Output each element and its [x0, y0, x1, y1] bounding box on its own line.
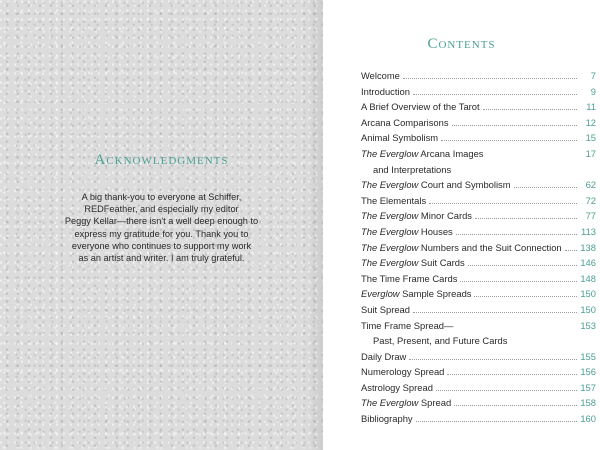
dot-leader [413, 84, 577, 95]
toc-entry [361, 286, 596, 302]
toc-page-number: 77 [585, 210, 596, 222]
dot-leader [475, 208, 577, 219]
toc-page-number: 9 [590, 85, 596, 97]
toc-entry [361, 411, 596, 427]
ack-line: Peggy Kellar—there isn't a well deep enough to [64, 216, 259, 227]
toc-page-number: 72 [585, 194, 596, 206]
ack-line: REDFeather, and especially my editor [84, 204, 239, 215]
toc-entry [361, 395, 596, 411]
toc-entry [361, 84, 596, 100]
toc-entry-title [361, 208, 472, 224]
toc-entry [361, 193, 596, 209]
dot-leader [409, 349, 577, 360]
toc-page-number: 15 [585, 132, 596, 144]
dot-leader [474, 286, 577, 297]
toc-entry-prefix: The Everglow [361, 147, 419, 159]
toc-entry-title-text: Arcana Images [418, 147, 484, 159]
toc-entry-title-text: Animal Symbolism [361, 132, 439, 144]
toc-entry-title-text: Bibliography [361, 413, 413, 425]
contents-heading: Contents [427, 36, 496, 52]
toc-entry-prefix: The Everglow [361, 179, 419, 191]
toc-entry-title [361, 349, 406, 365]
toc-entry-title [361, 302, 410, 318]
toc-entry-title [361, 115, 449, 131]
toc-entry-title-text: Court and Symbolism [418, 179, 511, 191]
toc-entry-title [361, 84, 410, 100]
toc-entry-prefix: Everglow [361, 288, 400, 300]
toc-entry [361, 380, 596, 396]
toc-entry-title-text: Sample Spreads [399, 288, 472, 300]
table-of-contents [361, 68, 596, 427]
dot-leader [413, 302, 577, 313]
toc-entry-title [361, 193, 426, 209]
toc-page-number: 148 [580, 272, 596, 284]
toc-entry [361, 146, 596, 177]
toc-entry [361, 364, 596, 380]
toc-entry-continuation: and Interpretations [373, 163, 452, 175]
ack-line: express my gratitude for you. Thank you to [74, 228, 249, 239]
toc-entry-prefix: The Everglow [361, 210, 419, 222]
toc-entry-title-text: Daily Draw [361, 350, 407, 362]
toc-page-number: 113 [581, 225, 596, 237]
toc-page-number: 153 [580, 319, 596, 331]
dot-leader [460, 271, 577, 282]
toc-entry-title-text: Spread [418, 397, 452, 409]
toc-entry [361, 115, 596, 131]
toc-page-number: 150 [580, 303, 596, 315]
toc-entry-title [361, 177, 511, 193]
toc-entry [361, 255, 596, 271]
toc-entry-title [361, 68, 400, 84]
toc-entry-title [361, 286, 471, 302]
toc-page-number: 150 [580, 288, 596, 300]
toc-entry-title [361, 146, 483, 162]
toc-entry-title-text: Minor Cards [418, 210, 472, 222]
toc-entry-title [361, 240, 562, 256]
toc-entry-title [361, 318, 453, 334]
ack-line: as an artist and writer. I am truly grateful. [78, 253, 245, 264]
toc-entry-title-text: Suit Spread [361, 303, 410, 315]
dot-leader [514, 177, 577, 188]
dot-leader [456, 224, 577, 235]
toc-entry-title [361, 380, 433, 396]
toc-entry-title [361, 99, 480, 115]
toc-entry [361, 130, 596, 146]
dot-leader [483, 99, 577, 110]
toc-entry-prefix: The Everglow [361, 241, 419, 253]
toc-entry-title-text: Numbers and the Suit Connection [418, 241, 562, 253]
toc-entry-title [361, 395, 451, 411]
toc-page-number: 146 [580, 257, 596, 269]
dot-leader [416, 411, 577, 422]
toc-entry [361, 224, 596, 240]
toc-entry [361, 208, 596, 224]
toc-entry-title-text: The Elementals [361, 194, 427, 206]
toc-entry [361, 240, 596, 256]
toc-entry-title [361, 411, 413, 427]
toc-entry [361, 99, 596, 115]
toc-page-number: 157 [580, 381, 596, 393]
toc-entry-title-text: Time Frame Spread— [361, 319, 454, 331]
acknowledgments-heading: Acknowledgments [94, 152, 229, 168]
toc-entry-title-text: Suit Cards [418, 257, 465, 269]
dot-leader [452, 115, 577, 126]
toc-page-number: 138 [580, 241, 596, 253]
toc-entry [361, 302, 596, 318]
toc-page-number: 11 [586, 101, 596, 113]
ack-line: everyone who continues to support my work [71, 240, 252, 251]
toc-page-number: 155 [580, 350, 596, 362]
toc-entry-title [361, 130, 438, 146]
toc-entry [361, 318, 596, 349]
acknowledgments-text [58, 191, 265, 264]
toc-page-number: 12 [585, 116, 596, 128]
toc-entry-title-text: Astrology Spread [361, 381, 433, 393]
toc-entry [361, 349, 596, 365]
toc-entry-title-text: Arcana Comparisons [361, 116, 449, 128]
toc-entry-title [361, 255, 465, 271]
toc-entry-title [361, 224, 453, 240]
toc-entry-prefix: The Everglow [361, 257, 419, 269]
toc-entry [361, 177, 596, 193]
dot-leader [447, 364, 577, 375]
toc-entry [361, 271, 596, 287]
toc-entry-title [361, 271, 457, 287]
toc-entry-title-text: A Brief Overview of the Tarot [361, 101, 480, 113]
dot-leader [436, 380, 577, 391]
dot-leader [454, 395, 577, 406]
ack-line: A big thank-you to everyone at Schiffer, [81, 192, 242, 202]
toc-entry-title-text: Numerology Spread [361, 366, 445, 378]
toc-entry-title-text: Houses [418, 225, 453, 237]
toc-page-number: 160 [580, 413, 596, 425]
toc-page-number: 158 [580, 397, 596, 409]
toc-entry-title-text: Introduction [361, 85, 410, 97]
toc-entry-continuation: Past, Present, and Future Cards [373, 335, 508, 347]
toc-entry-prefix: The Everglow [361, 225, 419, 237]
contents-page [323, 0, 600, 450]
dot-leader [429, 193, 577, 204]
toc-page-number: 62 [585, 179, 596, 191]
toc-page-number: 156 [580, 366, 596, 378]
dot-leader [565, 240, 577, 251]
dot-leader [468, 255, 577, 266]
toc-entry-title [361, 364, 444, 380]
toc-entry-title-text: The Time Frame Cards [361, 272, 458, 284]
dot-leader [403, 68, 577, 79]
toc-entry-title-text: Welcome [361, 70, 400, 81]
toc-entry-prefix: The Everglow [361, 397, 419, 409]
dot-leader [441, 130, 577, 141]
toc-page-number: 7 [590, 70, 596, 81]
toc-page-number: 17 [585, 147, 596, 159]
toc-entry [361, 68, 596, 84]
